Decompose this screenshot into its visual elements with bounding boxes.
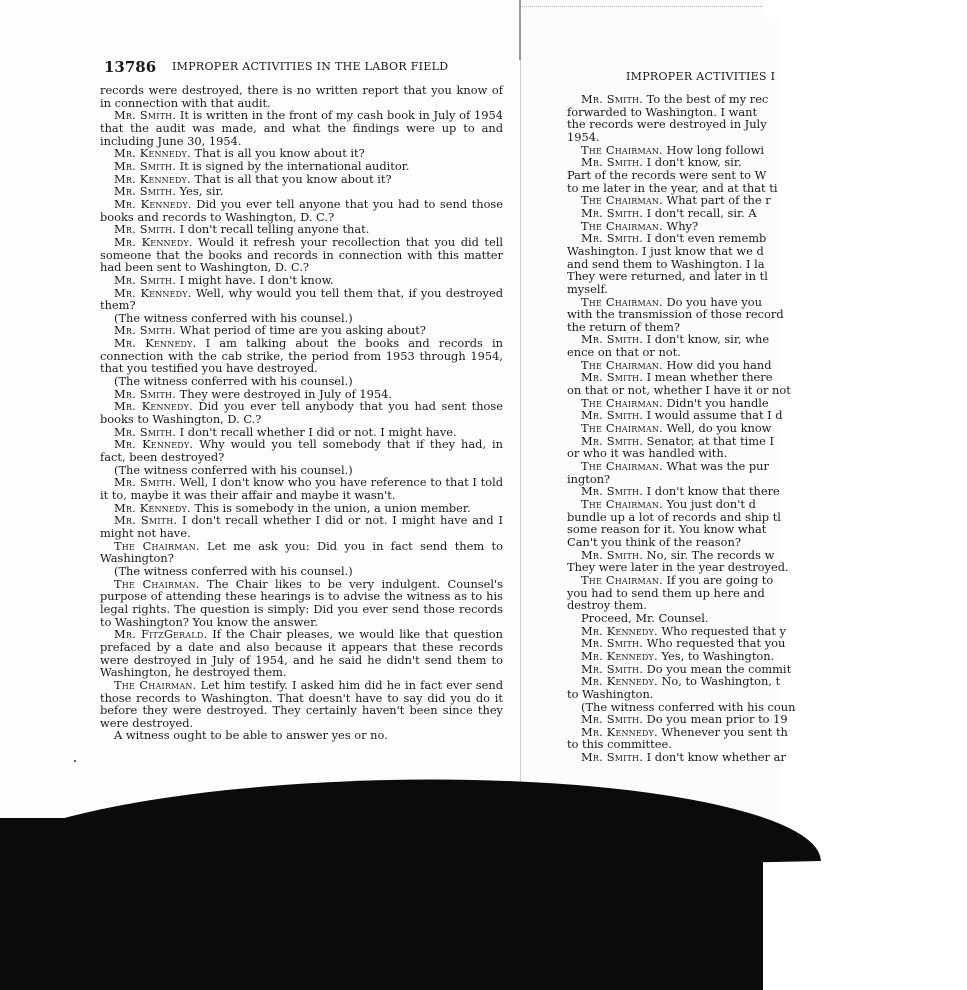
- speaker-name: Mr. Smith.: [581, 661, 644, 676]
- line-text: to me later in the year, and at that ti: [567, 180, 778, 195]
- line-text: to Washington.: [567, 686, 654, 701]
- line-text: I don't know that there: [646, 484, 780, 499]
- left-page: [0, 0, 521, 830]
- speaker-name: Mr. Smith.: [114, 158, 177, 173]
- running-head-right: IMPROPER ACTIVITIES I: [626, 70, 776, 83]
- testimony-paragraph: [100, 236, 503, 274]
- testimony-line: [567, 751, 967, 764]
- speaker-name: Mr. Smith.: [114, 108, 177, 123]
- line-text: myself.: [567, 281, 608, 296]
- paragraph-text: Yes, sir.: [179, 184, 224, 199]
- paragraph-text: That is all you know about it?: [194, 146, 365, 161]
- speaker-name: The Chairman.: [581, 459, 663, 474]
- speaker-name: Mr. Smith.: [581, 370, 644, 385]
- speaker-name: Mr. Kennedy.: [581, 724, 658, 739]
- speaker-name: Mr. FitzGerald.: [114, 627, 208, 642]
- line-text: To the best of my rec: [646, 92, 769, 106]
- line-text: Who requested that you: [646, 636, 786, 651]
- speaker-name: The Chairman.: [114, 538, 200, 553]
- line-text: 1954.: [567, 129, 600, 144]
- line-text: Didn't you handle: [666, 395, 769, 410]
- line-text: Why?: [666, 218, 699, 233]
- paragraph-text: (The witness conferred with his counsel.): [114, 374, 353, 389]
- paragraph-text: Well, why would you tell them that, if you destroyed them?: [100, 285, 503, 313]
- line-text: Whenever you sent th: [661, 724, 788, 739]
- line-text: No, sir. The records w: [646, 547, 775, 562]
- line-text: How did you hand: [666, 357, 772, 372]
- speaker-name: The Chairman.: [581, 218, 663, 233]
- paragraph-text: It is signed by the international auditor.: [179, 158, 410, 173]
- paragraph-text: I might have. I don't know.: [179, 272, 334, 287]
- speaker-name: Mr. Smith.: [114, 272, 177, 287]
- running-head-left: IMPROPER ACTIVITIES IN THE LABOR FIELD: [172, 60, 449, 73]
- paragraph-text: It is written in the front of my cash book in July of 1954 that the audit was made, and what the findings were up to and including June 30, 1954.: [100, 108, 503, 148]
- line-text: What was the pur: [666, 459, 769, 474]
- speaker-name: The Chairman.: [581, 357, 663, 372]
- line-text: with the transmission of those record: [567, 307, 784, 322]
- speaker-name: Mr. Kennedy.: [114, 285, 192, 300]
- paragraph-text: Did you ever tell anybody that you had sent those books to Washington, D. C.?: [100, 399, 503, 427]
- paragraph-text: I don't recall telling anyone that.: [179, 222, 370, 237]
- line-text: forwarded to Washington. I want: [567, 104, 758, 119]
- speaker-name: Mr. Smith.: [114, 222, 177, 237]
- speaker-name: The Chairman.: [114, 576, 200, 591]
- testimony-paragraph: [100, 578, 503, 629]
- speaker-name: Mr. Kennedy.: [581, 674, 658, 689]
- line-text: I don't know, sir.: [646, 155, 742, 170]
- line-text: on that or not, whether I have it or not: [567, 383, 791, 398]
- line-text: Do you mean prior to 19: [646, 712, 788, 727]
- line-text: How long followi: [666, 142, 765, 157]
- paragraph-text: What period of time are you asking about?: [179, 323, 426, 338]
- speaker-name: The Chairman.: [581, 421, 663, 436]
- testimony-paragraph: [100, 198, 503, 223]
- line-text: some reason for it. You know what: [567, 522, 767, 537]
- testimony-paragraph: [100, 729, 503, 742]
- paragraph-text: I am talking about the books and records in connection with the cab strike, the period from 1953 through 1954, that you testified you have destroyed.: [100, 336, 503, 376]
- line-text: No, to Washington, t: [661, 674, 781, 689]
- speaker-name: Mr. Smith.: [581, 750, 644, 765]
- speaker-name: Mr. Kennedy.: [114, 437, 194, 452]
- line-text: the return of them?: [567, 319, 681, 334]
- speaker-name: Mr. Kennedy.: [114, 196, 192, 211]
- paragraph-text: A witness ought to be able to answer yes or no.: [114, 728, 388, 743]
- speaker-name: Mr. Smith.: [114, 513, 178, 528]
- page-number: 13786: [104, 58, 157, 76]
- line-text: I mean whether there: [646, 370, 773, 385]
- line-text: Senator, at that time I: [646, 433, 774, 448]
- line-text: ington?: [567, 471, 611, 486]
- paragraph-text: If the Chair pleases, we would like that question prefaced by a date and also because it appears that these records were destroyed in July of 1954, and he said he didn't send them to Washington, he destroyed them.: [100, 627, 503, 680]
- speaker-name: The Chairman.: [581, 395, 663, 410]
- testimony-paragraph: [100, 109, 503, 147]
- paragraph-text: (The witness conferred with his counsel.): [114, 310, 353, 325]
- line-text: Who requested that y: [661, 623, 786, 638]
- speaker-name: The Chairman.: [581, 497, 663, 511]
- paragraph-text: Let him testify. I asked him did he in fact ever send those records to Washington. That doesn't have to say did you do it before they were destroyed. They certainly haven't been since they were destroyed.: [100, 677, 503, 730]
- speaker-name: Mr. Kennedy.: [114, 336, 197, 351]
- speaker-name: Mr. Smith.: [581, 155, 644, 170]
- paragraph-text: Why would you tell somebody that if they had, in fact, been destroyed?: [100, 437, 503, 465]
- paragraph-text: Let me ask you: Did you in fact send them to Washington?: [100, 538, 503, 566]
- line-text: Yes, to Washington.: [661, 648, 775, 663]
- speaker-name: Mr. Kennedy.: [114, 399, 193, 414]
- right-page-text-column: [567, 93, 967, 764]
- paragraph-text: I don't recall whether I did or not. I might have.: [179, 424, 457, 439]
- testimony-paragraph: [100, 287, 503, 312]
- line-text: and send them to Washington. I la: [567, 256, 765, 271]
- line-text: ence on that or not.: [567, 345, 681, 360]
- line-text: or who it was handled with.: [567, 446, 728, 461]
- line-text: Well, do you know: [666, 421, 772, 436]
- testimony-paragraph: [100, 400, 503, 425]
- testimony-line: [567, 270, 967, 283]
- paragraph-text: records were destroyed, there is no written report that you know of in connection with that audit.: [100, 83, 503, 110]
- speaker-name: Mr. Smith.: [114, 386, 177, 401]
- line-text: Proceed, Mr. Counsel.: [581, 610, 709, 625]
- speaker-name: Mr. Smith.: [581, 332, 644, 347]
- testimony-paragraph: [100, 438, 503, 463]
- paragraph-text: I don't recall whether I did or not. I might have and I might not have.: [100, 513, 503, 540]
- line-text: the records were destroyed in July: [567, 117, 767, 132]
- paragraph-text: Did you ever tell anyone that you had to send those books and records to Washington, D. C.?: [100, 196, 504, 224]
- speaker-name: Mr. Smith.: [114, 424, 177, 439]
- speaker-name: The Chairman.: [581, 193, 663, 208]
- paragraph-text: Would it refresh your recollection that you did tell someone that the books and records in connection with this matter had been sent to Washington, D. C.?: [100, 234, 503, 275]
- scan-shadow-bottom: [0, 818, 763, 990]
- line-text: You just don't d: [666, 497, 756, 511]
- speaker-name: Mr. Kennedy.: [114, 500, 191, 515]
- speaker-name: Mr. Smith.: [114, 475, 177, 490]
- testimony-paragraph: [100, 679, 503, 730]
- line-text: I don't recall, sir. A: [646, 205, 757, 220]
- speaker-name: Mr. Kennedy.: [114, 146, 191, 161]
- speaker-name: Mr. Kennedy.: [114, 171, 191, 186]
- paragraph-text: That is all that you know about it?: [194, 171, 392, 186]
- right-page: [521, 18, 796, 818]
- line-text: to this committee.: [567, 737, 672, 752]
- speaker-name: Mr. Smith.: [581, 547, 644, 562]
- line-text: (The witness conferred with his coun: [581, 699, 796, 714]
- speaker-name: Mr. Smith.: [581, 484, 644, 499]
- paragraph-text: They were destroyed in July of 1954.: [179, 386, 393, 401]
- line-text: I don't even rememb: [646, 231, 767, 246]
- line-text: you had to send them up here and: [567, 585, 765, 600]
- testimony-paragraph: [100, 514, 503, 539]
- speaker-name: Mr. Smith.: [581, 433, 644, 448]
- line-text: They were later in the year destroyed.: [567, 560, 789, 575]
- speaker-name: The Chairman.: [581, 142, 663, 157]
- speaker-name: The Chairman.: [581, 572, 663, 587]
- paragraph-text: Well, I don't know who you have reference to that I told it to, maybe it was their affair and maybe it wasn't.: [100, 475, 503, 502]
- speaker-name: Mr. Kennedy.: [114, 234, 193, 249]
- line-text: If you are going to: [666, 572, 774, 587]
- speaker-name: Mr. Smith.: [581, 408, 644, 423]
- speaker-name: Mr. Kennedy.: [581, 648, 658, 663]
- paragraph-text: The Chair likes to be very indulgent. Counsel's purpose of attending these hearings is to advise the witness as to his legal rights. The question is simply: Did you ever send those records to Washington? You know the answer.: [100, 576, 503, 629]
- line-text: bundle up a lot of records and ship tl: [567, 509, 781, 524]
- paragraph-text: (The witness conferred with his counsel.): [114, 462, 353, 477]
- speaker-name: Mr. Smith.: [581, 205, 644, 220]
- testimony-line: [567, 118, 967, 131]
- speaker-name: Mr. Smith.: [581, 712, 644, 727]
- speaker-name: The Chairman.: [114, 677, 197, 692]
- line-text: Part of the records were sent to W: [567, 167, 767, 182]
- testimony-paragraph: [100, 476, 503, 501]
- speaker-name: The Chairman.: [581, 294, 663, 309]
- scan-speck: [74, 760, 76, 762]
- line-text: Do you have you: [666, 294, 762, 309]
- paragraph-text: This is somebody in the union, a union member.: [194, 500, 471, 515]
- testimony-paragraph: [100, 84, 503, 109]
- speaker-name: Mr. Smith.: [581, 92, 644, 106]
- line-text: They were returned, and later in tl: [567, 269, 768, 284]
- speaker-name: Mr. Smith.: [581, 636, 644, 651]
- speaker-name: Mr. Smith.: [114, 323, 177, 338]
- line-text: destroy them.: [567, 598, 647, 613]
- speaker-name: Mr. Kennedy.: [581, 623, 658, 638]
- testimony-paragraph: [100, 540, 503, 565]
- testimony-paragraph: [100, 337, 503, 375]
- line-text: Can't you think of the reason?: [567, 534, 741, 549]
- line-text: What part of the r: [666, 193, 771, 208]
- speaker-name: Mr. Smith.: [114, 184, 177, 199]
- line-text: I would assume that I d: [646, 408, 783, 423]
- testimony-line: [567, 460, 967, 473]
- speaker-name: Mr. Smith.: [581, 231, 644, 246]
- line-text: Do you mean the commit: [646, 661, 792, 676]
- paragraph-text: (The witness conferred with his counsel.): [114, 563, 353, 578]
- line-text: I don't know, sir, whe: [646, 332, 770, 347]
- left-page-text-column: [100, 84, 503, 742]
- line-text: Washington. I just know that we d: [567, 243, 764, 258]
- testimony-paragraph: [100, 628, 503, 679]
- line-text: I don't know whether ar: [646, 750, 786, 765]
